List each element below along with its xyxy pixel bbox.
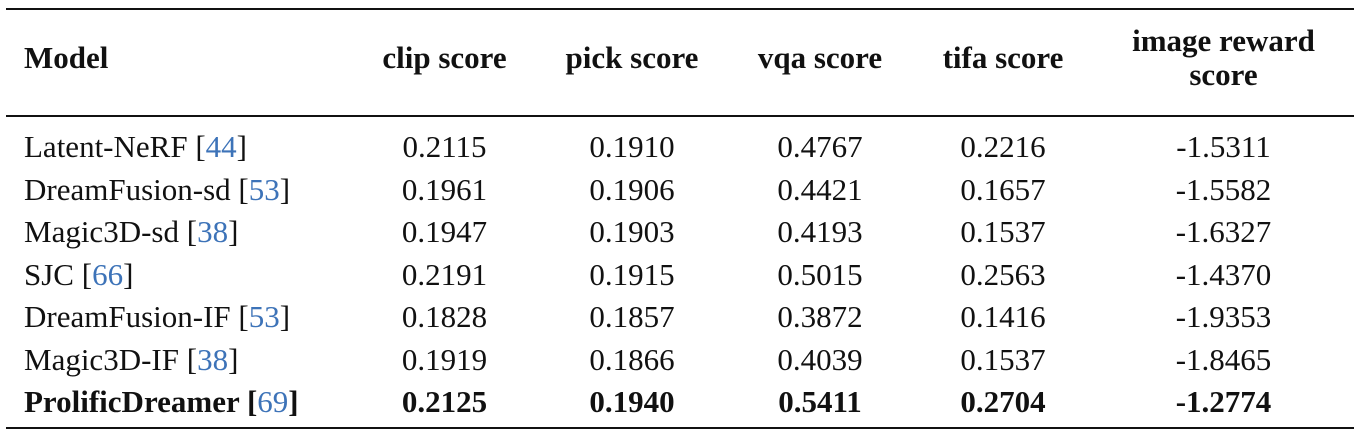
- image-reward-score-cell: -1.8465: [1175, 341, 1272, 377]
- citation-link[interactable]: 38: [197, 341, 229, 377]
- vqa-score-cell: 0.3872: [777, 299, 863, 334]
- model-name: DreamFusion-sd: [24, 171, 231, 207]
- clip-score-cell: 0.1919: [401, 341, 488, 377]
- clip-score-cell: 0.2191: [401, 256, 488, 292]
- model-cell: ProlificDreamer [69]: [24, 384, 299, 419]
- clip-score-cell: 0.1828: [401, 299, 488, 334]
- model-name: ProlificDreamer: [24, 384, 240, 419]
- tifa-score-cell: 0.1416: [960, 299, 1046, 334]
- model-name: Latent-NeRF: [24, 129, 188, 164]
- model-name: DreamFusion-IF: [24, 299, 231, 334]
- tifa-score-cell: 0.1537: [960, 341, 1046, 377]
- model-cell: Magic3D-IF [38]: [24, 341, 239, 377]
- pick-score-cell: 0.1940: [589, 384, 675, 419]
- table-row: [6, 381, 1354, 434]
- tifa-score-cell: 0.2216: [960, 129, 1046, 164]
- vqa-score-cell: 0.5411: [778, 384, 862, 419]
- clip-score-cell: 0.2115: [402, 129, 487, 164]
- table-body: [6, 116, 1354, 434]
- tifa-score-cell: 0.1537: [960, 214, 1046, 249]
- header-vqa-score: vqa score: [757, 40, 883, 75]
- vqa-score-cell: 0.4767: [777, 129, 863, 164]
- image-reward-score-cell: -1.5311: [1176, 129, 1271, 164]
- pick-score-cell: 0.1903: [589, 214, 675, 249]
- citation-link[interactable]: 38: [197, 214, 229, 249]
- header-image-reward-score: image reward score: [1132, 23, 1315, 92]
- header-model: Model: [24, 40, 109, 75]
- clip-score-cell: 0.1947: [401, 214, 488, 249]
- model-name: SJC: [24, 256, 74, 292]
- header-tifa-score: tifa score: [942, 40, 1064, 75]
- pick-score-cell: 0.1906: [589, 171, 675, 207]
- image-reward-score-cell: -1.5582: [1175, 171, 1272, 207]
- model-cell: SJC [66]: [24, 256, 134, 292]
- image-reward-score-cell: -1.6327: [1175, 214, 1272, 249]
- tifa-score-cell: 0.1657: [960, 171, 1046, 207]
- tifa-score-cell: 0.2704: [960, 384, 1046, 419]
- table-row: [6, 254, 1354, 297]
- model-name: Magic3D-IF: [24, 341, 179, 377]
- tifa-score-cell: 0.2563: [960, 256, 1046, 292]
- vqa-score-cell: 0.5015: [777, 256, 863, 292]
- vqa-score-cell: 0.4193: [777, 214, 863, 249]
- header-clip-score: clip score: [382, 40, 507, 75]
- table-row: [6, 296, 1354, 339]
- pick-score-cell: 0.1857: [589, 299, 675, 334]
- header-pick-score: pick score: [565, 40, 699, 75]
- citation-link[interactable]: 53: [248, 171, 280, 207]
- citation-link[interactable]: 69: [257, 384, 289, 419]
- model-cell: DreamFusion-sd [53]: [24, 171, 291, 207]
- image-reward-score-cell: -1.2774: [1175, 384, 1272, 419]
- pick-score-cell: 0.1866: [589, 341, 675, 377]
- vqa-score-cell: 0.4421: [777, 171, 863, 207]
- table-row: [6, 339, 1354, 382]
- clip-score-cell: 0.1961: [401, 171, 488, 207]
- pick-score-cell: 0.1915: [589, 256, 675, 292]
- model-name: Magic3D-sd: [24, 214, 179, 249]
- table-row: [6, 211, 1354, 254]
- model-cell: DreamFusion-IF [53]: [24, 299, 291, 334]
- citation-link[interactable]: 66: [92, 256, 124, 292]
- model-cell: Latent-NeRF [44]: [24, 129, 247, 164]
- vqa-score-cell: 0.4039: [777, 341, 863, 377]
- clip-score-cell: 0.2125: [401, 384, 488, 419]
- pick-score-cell: 0.1910: [589, 129, 675, 164]
- table-row: [6, 169, 1354, 212]
- image-reward-score-cell: -1.9353: [1175, 299, 1272, 334]
- results-table: [6, 0, 1354, 434]
- model-cell: Magic3D-sd [38]: [24, 214, 239, 249]
- header-row: [6, 0, 1354, 116]
- image-reward-score-cell: -1.4370: [1175, 256, 1272, 292]
- table-header: [6, 0, 1354, 116]
- citation-link[interactable]: 53: [248, 299, 280, 334]
- citation-link[interactable]: 44: [205, 129, 237, 164]
- table-row: [6, 116, 1354, 169]
